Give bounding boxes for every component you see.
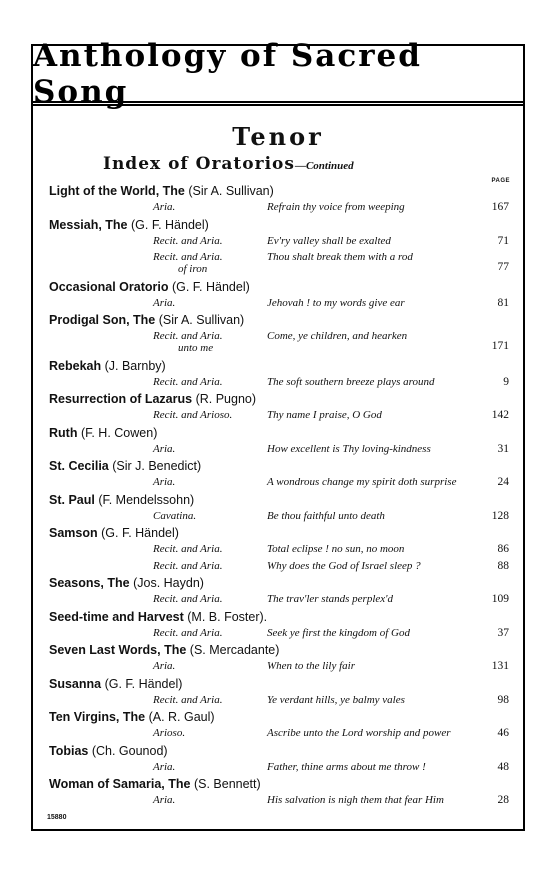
header-rule	[33, 104, 523, 106]
entry-work-title	[49, 777, 523, 791]
index-item	[153, 694, 509, 706]
index-item	[153, 727, 509, 739]
work-title: Prodigal Son, The	[49, 313, 156, 327]
page-number: 167	[491, 201, 509, 213]
piece-type: Aria.	[153, 201, 176, 213]
work-title: Seasons, The	[49, 576, 130, 590]
entry-work-title	[49, 493, 523, 507]
composer: (G. F. Händel)	[101, 526, 179, 540]
piece-type: Recit. and Aria.	[153, 626, 223, 639]
piece-type: Aria.	[153, 760, 176, 773]
entry-work-title	[49, 459, 523, 473]
composer: (G. F. Händel)	[104, 676, 183, 691]
entry-work-title	[49, 526, 523, 540]
piece-type: Recit. and Aria.	[153, 693, 223, 706]
index-title	[103, 154, 354, 174]
entry-work-title	[49, 610, 523, 624]
work-title: Ruth	[49, 425, 78, 440]
page-number: 48	[497, 760, 509, 773]
composer: (J. Barnby)	[104, 358, 166, 373]
page-number: 171	[491, 340, 509, 352]
index-item	[153, 627, 509, 639]
page-number: 128	[491, 509, 509, 522]
voice-title: Tenor	[232, 122, 324, 151]
index-item	[153, 660, 509, 672]
piece-type: Arioso.	[153, 727, 186, 739]
piece-words: Ascribe unto the Lord worship and power	[267, 727, 451, 739]
work-title: Tobias	[49, 743, 89, 758]
piece-type: Recit. and Aria.	[153, 375, 223, 388]
piece-type: Cavatina.	[153, 509, 197, 522]
page-number: 28	[497, 794, 509, 806]
composer: (A. R. Gaul)	[148, 710, 215, 724]
page-number: 77	[497, 261, 509, 273]
piece-type: Recit. and Aria.	[153, 543, 223, 555]
page-frame	[31, 37, 525, 831]
index-item	[153, 201, 509, 213]
composer: (Sir J. Benedict)	[112, 459, 202, 473]
work-title: Resurrection of Lazarus	[49, 392, 193, 406]
index-item	[153, 297, 509, 309]
header-band	[33, 37, 523, 110]
index-item	[153, 510, 509, 522]
piece-words: Seek ye first the kingdom of God	[267, 626, 410, 639]
entry-work-title	[49, 359, 523, 373]
page-number: 81	[497, 296, 509, 309]
piece-words-continued: unto me	[178, 342, 214, 354]
piece-words: A wondrous change my spirit doth surprise	[267, 476, 457, 488]
index-item	[153, 443, 509, 455]
work-title: Messiah, The	[49, 217, 128, 232]
index-item	[153, 560, 509, 572]
piece-words: Why does the God of Israel sleep ?	[267, 559, 421, 572]
composer: (Sir A. Sullivan)	[158, 313, 245, 327]
composer: (Ch. Gounod)	[91, 743, 168, 758]
page-number: 86	[497, 543, 509, 555]
entry-work-title	[49, 313, 523, 327]
composer: (G. F. Händel)	[171, 279, 250, 294]
piece-type: Recit. and Aria.	[153, 593, 223, 605]
piece-type: Aria.	[153, 442, 176, 455]
piece-words: Jehovah ! to my words give ear	[267, 296, 405, 309]
work-title: Samson	[49, 526, 98, 540]
piece-words: Thou shalt break them with a rod	[267, 251, 413, 263]
piece-type: Aria.	[153, 794, 176, 806]
entry-work-title	[49, 280, 523, 294]
index-item	[153, 761, 509, 773]
piece-words: His salvation is nigh them that fear Him	[267, 794, 444, 806]
plate-number: 15880	[47, 814, 67, 821]
piece-type: Recit. and Arioso.	[153, 409, 233, 421]
index-item	[153, 543, 509, 555]
piece-type: Recit. and Aria.	[153, 330, 223, 342]
piece-type: Aria.	[153, 660, 176, 672]
work-title: Seed-time and Harvest	[49, 609, 184, 624]
composer: (R. Pugno)	[195, 392, 257, 406]
piece-type: Aria.	[153, 476, 176, 488]
work-title: Occasional Oratorio	[49, 279, 169, 294]
piece-words: Father, thine arms about me throw !	[267, 760, 426, 773]
page-number: 98	[497, 693, 509, 706]
page-number: 46	[497, 727, 509, 739]
piece-words: Come, ye children, and hearken	[267, 330, 408, 342]
index-item	[153, 794, 509, 806]
page-number: 31	[497, 442, 509, 455]
piece-words: Thy name I praise, O God	[267, 409, 382, 421]
entry-work-title	[49, 426, 523, 440]
index-item	[153, 409, 509, 421]
page-number: 37	[497, 626, 509, 639]
composer: (S. Bennett)	[193, 777, 261, 791]
composer: (F. Mendelssohn)	[98, 492, 195, 507]
entry-work-title	[49, 184, 523, 198]
composer: (S. Mercadante)	[189, 643, 280, 657]
anthology-title: Anthology of Sacred Song	[33, 37, 422, 110]
entry-work-title	[49, 744, 523, 758]
piece-type: Recit. and Aria.	[153, 251, 223, 263]
entry-work-title	[49, 218, 523, 232]
piece-words: When to the lily fair	[267, 660, 355, 672]
composer: (Sir A. Sullivan)	[188, 184, 274, 198]
entry-work-title	[49, 392, 523, 406]
piece-words: Be thou faithful unto death	[267, 509, 385, 522]
page-number: 24	[497, 476, 509, 488]
piece-words: The trav'ler stands perplex'd	[267, 593, 393, 605]
index-item	[153, 476, 509, 488]
work-title: Seven Last Words, The	[49, 643, 187, 657]
page-number: 71	[497, 234, 509, 247]
entry-work-title	[49, 576, 523, 590]
piece-words: Ev'ry valley shall be exalted	[267, 234, 391, 247]
page-number: 142	[491, 409, 509, 421]
piece-words: Total eclipse ! no sun, no moon	[267, 543, 405, 555]
index-item	[153, 593, 509, 605]
composer: (Jos. Haydn)	[133, 576, 204, 590]
page-number: 88	[497, 559, 509, 572]
work-title: St. Cecilia	[49, 459, 109, 473]
work-title: Ten Virgins, The	[49, 710, 146, 724]
work-title: Light of the World, The	[49, 184, 185, 198]
composer: (G. F. Händel)	[130, 217, 209, 232]
page-column-label: PAGE	[491, 178, 510, 184]
continued-label: —Continued	[294, 160, 354, 172]
work-title: Woman of Samaria, The	[49, 777, 191, 791]
work-title: Rebekah	[49, 358, 102, 373]
piece-type: Recit. and Aria.	[153, 234, 223, 247]
index-item	[153, 376, 509, 388]
entry-work-title	[49, 677, 523, 691]
piece-words-continued: of iron	[178, 263, 208, 275]
page-number: 131	[491, 660, 509, 672]
index-item	[153, 235, 509, 247]
composer: (M. B. Foster).	[187, 609, 268, 624]
piece-words: Ye verdant hills, ye balmy vales	[267, 693, 405, 706]
composer: (F. H. Cowen)	[80, 425, 158, 440]
piece-type: Recit. and Aria.	[153, 559, 223, 572]
work-title: St. Paul	[49, 492, 95, 507]
entry-work-title	[49, 643, 523, 657]
page-number: 109	[491, 593, 509, 605]
piece-words: Refrain thy voice from weeping	[267, 201, 405, 213]
piece-type: Aria.	[153, 296, 176, 309]
piece-words: How excellent is Thy loving-kindness	[267, 442, 431, 455]
work-title: Susanna	[49, 676, 102, 691]
entry-work-title	[49, 710, 523, 724]
index-title-text: Index of Oratorios	[103, 154, 295, 174]
piece-words: The soft southern breeze plays around	[267, 375, 435, 388]
page-number: 9	[503, 375, 509, 388]
